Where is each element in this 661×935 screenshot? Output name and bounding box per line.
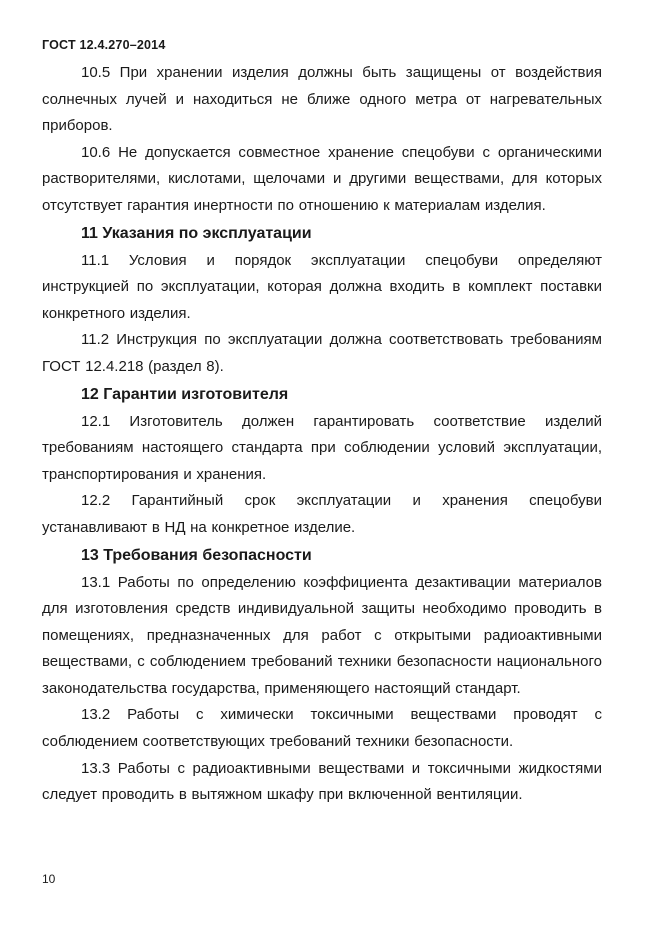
paragraph-11-2: 11.2 Инструкция по эксплуатации должна соответствовать требованиям ГОСТ 12.4.218 (раздел 8). [42,331,602,375]
paragraph-13-2: 13.2 Работы с химически токсичными веществами проводят с соблюдением соответствующих требований техники безопасности. [42,706,602,751]
paragraph-13-1: 13.1 Работы по определению коэффициента дезактивации материалов для изготовления средств индивидуальной защиты необходимо проводить в помещениях, предназначенных для работ с открытыми радиоактивными веществами, с соблюдением требований техники безопасности национального законодательства государства, применяющего настоящий стандарт. [42,573,602,697]
paragraph-12-1: 12.1 Изготовитель должен гарантировать соответствие изделий требованиям настоящего стандарта при соблюдении условий эксплуатации, транспортирования и хранения. [42,412,602,483]
standard-header: ГОСТ 12.4.270–2014 [42,38,166,52]
section-heading-13: 13 Требования безопасности [81,546,312,564]
paragraph-10-6: 10.6 Не допускается совместное хранение спецобуви с органическими растворителями, кислотами, щелочами и другими веществами, для которых отсутствует гарантия инертности по отношению к материалам изделия. [42,143,602,214]
document-body [42,60,602,809]
paragraph-13-3: 13.3 Работы с радиоактивными веществами и токсичными жидкостями следует проводить в вытяжном шкафу при включенной вентиляции. [42,759,602,804]
page-number: 10 [42,872,56,886]
section-heading-12: 12 Гарантии изготовителя [81,385,289,403]
section-heading-11: 11 Указания по эксплуатации [81,224,312,242]
paragraph-12-2: 12.2 Гарантийный срок эксплуатации и хранения спецобуви устанавливают в НД на конкретное изделие. [42,492,602,536]
paragraph-11-1: 11.1 Условия и порядок эксплуатации спецобуви определяют инструкцией по эксплуатации, которая должна входить в комплект поставки конкретного изделия. [42,251,602,322]
paragraph-10-5: 10.5 При хранении изделия должны быть защищены от воздействия солнечных лучей и находиться не ближе одного метра от нагревательных приборов. [42,64,602,135]
